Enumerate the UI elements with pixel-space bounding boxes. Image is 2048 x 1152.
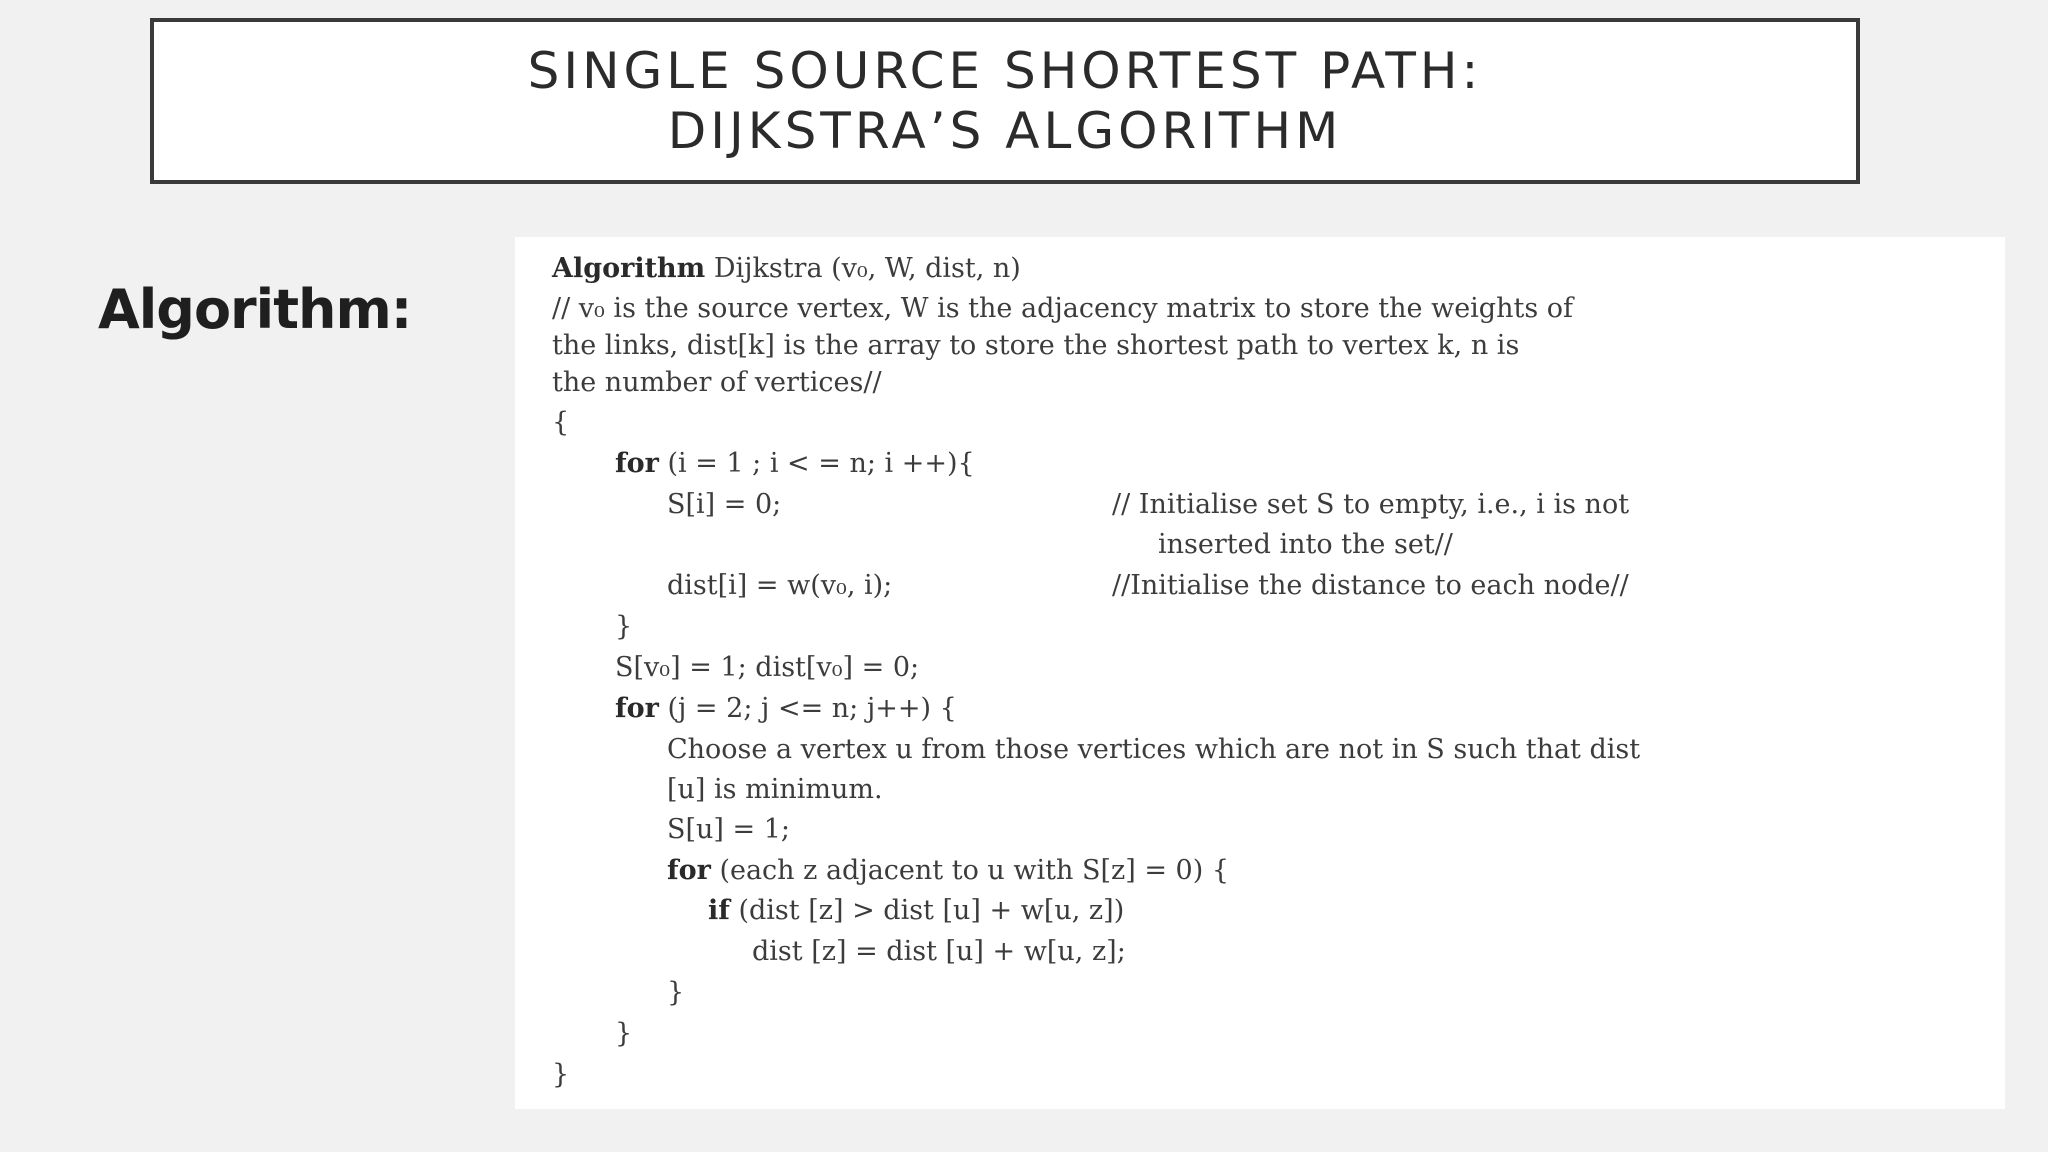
code-s-init: S[i] = 0;	[667, 489, 782, 520]
code-description-line-2: the links, dist[k] is the array to store the shortest path to vertex k, n is	[552, 330, 1520, 361]
code-for-loop-1-header: (i = 1 ; i < = n; i ++){	[658, 448, 975, 479]
code-for-loop-3	[667, 853, 1229, 889]
code-keyword-for: for	[615, 448, 659, 479]
code-for-loop-2-header: (j = 2; j <= n; j++) {	[658, 693, 957, 724]
code-if-condition: (dist [z] > dist [u] + w[u, z])	[729, 895, 1125, 926]
slide-title-box	[150, 18, 1860, 184]
code-close-for-2: }	[615, 1018, 633, 1049]
slide-title-line-2: DIJKSTRA’S ALGORITHM	[667, 102, 1343, 160]
code-description-line-3: the number of vertices//	[552, 367, 882, 398]
algorithm-code-image	[515, 237, 2005, 1109]
code-s-init-comment-2: inserted into the set//	[1158, 529, 1453, 560]
code-description-line-1: // v₀ is the source vertex, W is the adjacency matrix to store the weights of	[552, 293, 1574, 324]
code-keyword-if: if	[708, 895, 730, 926]
code-s-init-comment-1: // Initialise set S to empty, i.e., i is not	[1112, 489, 1630, 520]
code-header-signature: Dijkstra (v₀, W, dist, n)	[705, 253, 1021, 284]
code-choose-line-2: [u] is minimum.	[667, 774, 883, 805]
code-dist-update: dist [z] = dist [u] + w[u, z];	[752, 936, 1126, 967]
code-keyword-algorithm: Algorithm	[552, 253, 706, 284]
code-open-brace: {	[552, 407, 570, 438]
code-s-v0-init: S[v₀] = 1; dist[v₀] = 0;	[615, 652, 920, 683]
code-header	[552, 251, 1021, 287]
code-close-for-3: }	[667, 977, 685, 1008]
code-for-loop-3-header: (each z adjacent to u with S[z] = 0) {	[710, 855, 1230, 886]
code-s-u-set: S[u] = 1;	[667, 814, 791, 845]
slide-title-line-1: SINGLE SOURCE SHORTEST PATH:	[527, 42, 1483, 100]
code-choose-line-1: Choose a vertex u from those vertices which are not in S such that dist	[667, 734, 1641, 765]
code-for-loop-2	[615, 691, 957, 727]
code-dist-init: dist[i] = w(v₀, i);	[667, 570, 893, 601]
algorithm-label: Algorithm:	[98, 278, 412, 341]
code-close-for-1: }	[615, 611, 633, 642]
code-for-loop-1	[615, 446, 975, 482]
code-close-main: }	[552, 1059, 570, 1090]
code-if-statement	[708, 893, 1124, 929]
code-dist-init-comment: //Initialise the distance to each node//	[1112, 570, 1629, 601]
code-keyword-for: for	[615, 693, 659, 724]
code-keyword-for: for	[667, 855, 711, 886]
